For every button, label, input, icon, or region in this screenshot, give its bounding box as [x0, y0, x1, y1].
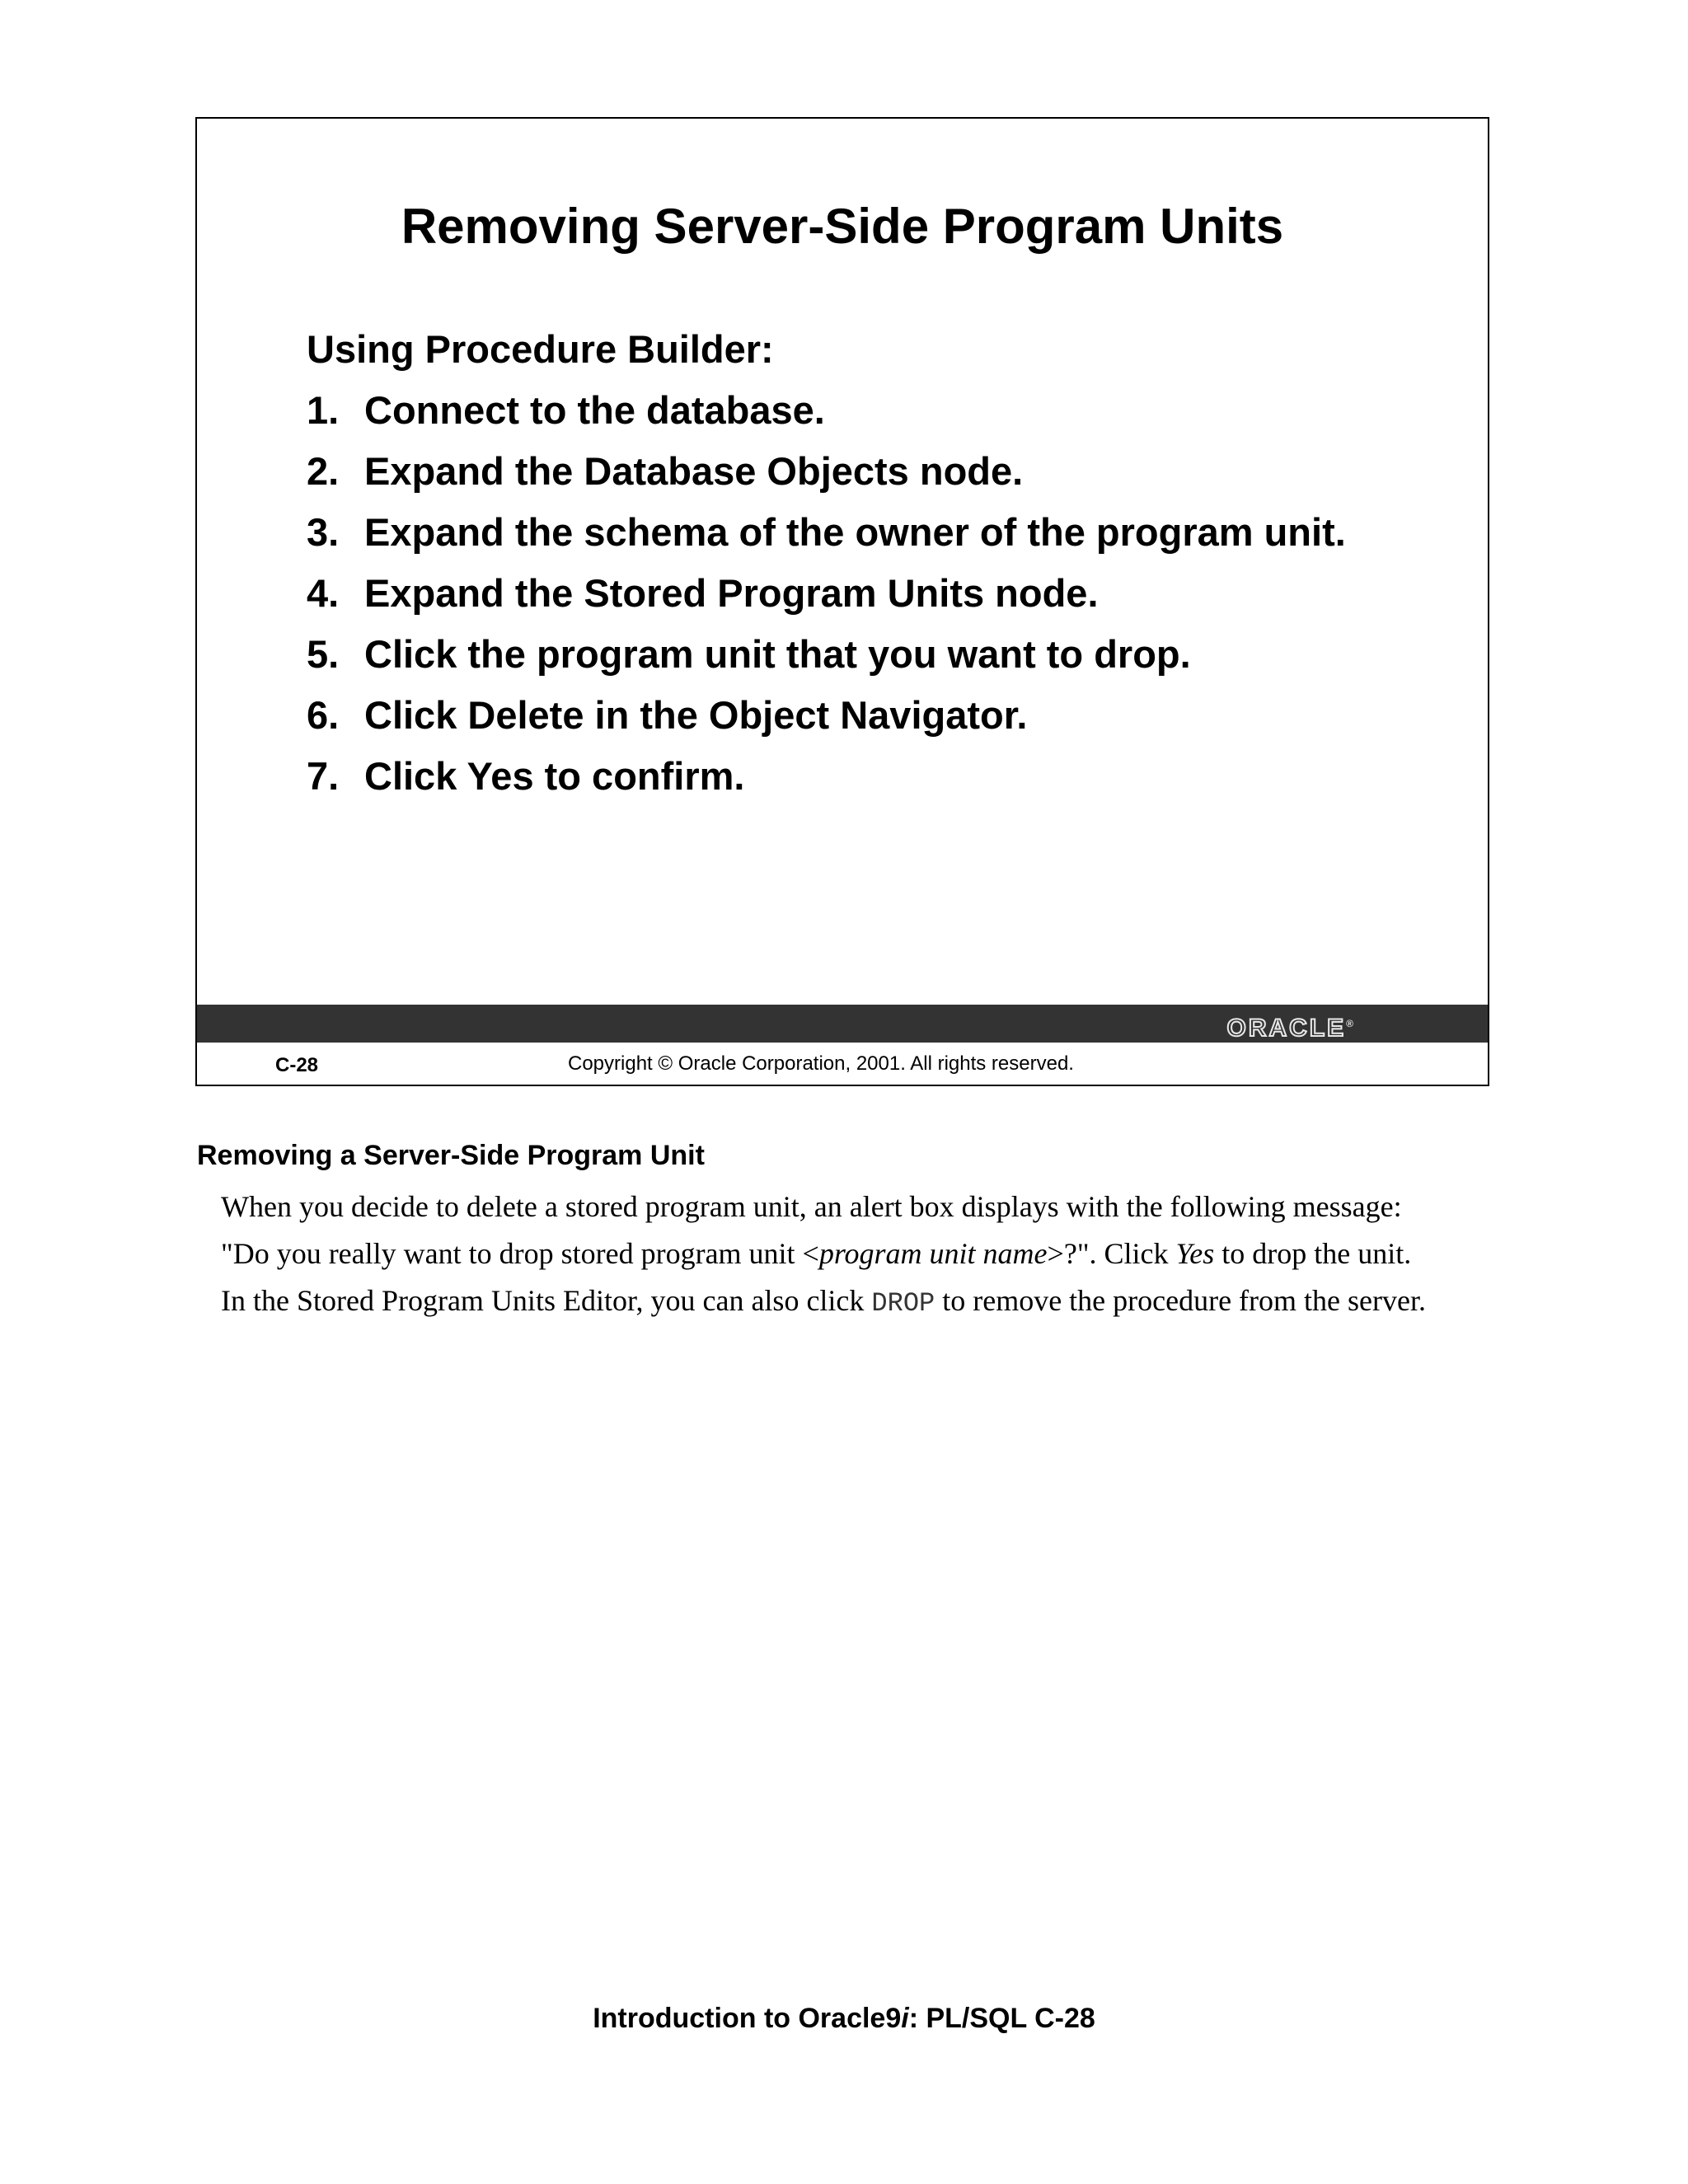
step-text: Click Delete in the Object Navigator. — [364, 693, 1028, 737]
copyright-text: Copyright © Oracle Corporation, 2001. All rights reserved. — [568, 1052, 1074, 1075]
step-text: Expand the Database Objects node. — [364, 449, 1024, 493]
slide-frame — [195, 117, 1489, 1086]
notes-text: to remove the procedure from the server. — [935, 1284, 1426, 1317]
list-item — [307, 563, 1346, 624]
step-text: Expand the Stored Program Units node. — [364, 571, 1099, 615]
step-number: 7. — [307, 754, 340, 798]
notes-emphasis: Yes — [1175, 1237, 1215, 1270]
step-number: 5. — [307, 632, 340, 676]
step-number: 4. — [307, 571, 340, 615]
step-text: Click the program unit that you want to drop. — [364, 632, 1191, 676]
notes-text: In the Stored Program Units Editor, you can also click — [221, 1284, 872, 1317]
code-keyword: DROP — [871, 1288, 935, 1319]
slide-footer-bar — [197, 1005, 1488, 1043]
step-number: 2. — [307, 449, 340, 493]
slide-subheading: Using Procedure Builder: — [307, 327, 774, 371]
notes-heading: Removing a Server-Side Program Unit — [197, 1140, 705, 1171]
slide-footer — [197, 1043, 1488, 1085]
oracle-logo — [1226, 1008, 1356, 1044]
step-number: 3. — [307, 510, 340, 554]
notes-line — [221, 1230, 1507, 1277]
page-footer — [0, 2003, 1688, 2035]
notes-body — [221, 1183, 1507, 1327]
step-number: 1. — [307, 388, 340, 432]
list-item — [307, 502, 1346, 563]
step-text: Expand the schema of the owner of the program unit. — [364, 510, 1346, 554]
step-text: Click Yes to confirm. — [364, 754, 745, 798]
footer-text: Introduction to Oracle9 — [593, 2003, 902, 2034]
notes-line: When you decide to delete a stored program unit, an alert box displays with the following message: — [221, 1190, 1402, 1223]
list-item — [307, 441, 1346, 502]
list-item — [307, 624, 1346, 685]
steps-list — [307, 380, 1346, 807]
footer-text: : PL/SQL C-28 — [908, 2003, 1095, 2034]
logo-registered-mark: ® — [1346, 1018, 1356, 1029]
slide-number: C-28 — [275, 1054, 319, 1076]
list-item — [307, 380, 1346, 441]
slide-title: Removing Server-Side Program Units — [401, 199, 1284, 254]
notes-text: "Do you really want to drop stored program unit < — [221, 1237, 819, 1270]
list-item — [307, 746, 1346, 807]
logo-text: ORACLE — [1226, 1015, 1347, 1042]
notes-line — [221, 1277, 1507, 1327]
step-text: Connect to the database. — [364, 388, 825, 432]
notes-text: to drop the unit. — [1214, 1237, 1412, 1270]
step-number: 6. — [307, 693, 340, 737]
notes-emphasis: program unit name — [818, 1237, 1048, 1270]
list-item — [307, 685, 1346, 746]
footer-italic: i — [901, 2003, 909, 2034]
notes-text: >?". Click — [1047, 1237, 1176, 1270]
